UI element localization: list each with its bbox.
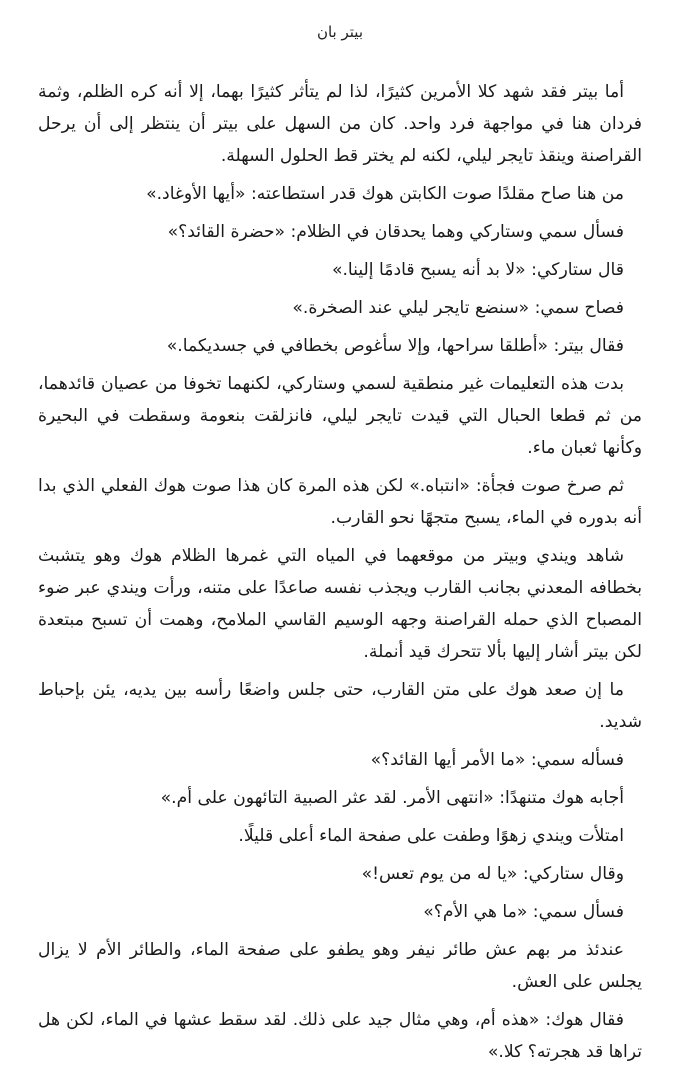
paragraph: من هنا صاح مقلدًا صوت الكابتن هوك قدر استطاعته: «أيها الأوغاد.» bbox=[146, 184, 624, 204]
running-header: بيتر بان bbox=[316, 23, 364, 41]
paragraph: فسأله سمي: «ما الأمر أيها القائد؟» bbox=[370, 750, 624, 770]
paragraph: فقال هوك: «هذه أم، وهي مثال جيد على ذلك. لقد سقط عشها في الماء، لكن هل تراها قد هجرته؟ كلا.» bbox=[38, 1010, 642, 1062]
paragraph: شاهد ويندي وبيتر من موقعهما في المياه التي غمرها الظلام هوك وهو يتشبث بخطافه المعدني بجانب القارب ويجذب نفسه صاعدًا على متنه، ورأت ويندي عبر ضوء المصباح الذي حمله القراصنة وجهه الوسيم القاسي الملامح، وهمت أن تسبح مبتعدة لكن بيتر أشار إليها بألا تتحرك قيد أنملة. bbox=[38, 546, 642, 662]
paragraph: قال ستاركي: «لا بد أنه يسبح قادمًا إلينا.» bbox=[331, 260, 624, 280]
paragraph: فصاح سمي: «سنضع تايجر ليلي عند الصخرة.» bbox=[292, 298, 624, 318]
paragraph: أجابه هوك متنهدًا: «انتهى الأمر. لقد عثر الصبية التائهون على أم.» bbox=[160, 788, 624, 808]
paragraph: امتلأت ويندي زهوًا وطفت على صفحة الماء أعلى قليلًا. bbox=[238, 826, 624, 846]
paragraph: فسأل سمي وستاركي وهما يحدقان في الظلام: «حضرة القائد؟» bbox=[167, 222, 624, 242]
body-text bbox=[38, 76, 642, 1068]
paragraph: وقال ستاركي: «يا له من يوم تعس!» bbox=[361, 864, 624, 884]
paragraph: بدت هذه التعليمات غير منطقية لسمي وستاركي، لكنهما تخوفا من عصيان قائدهما، من ثم قطعا الحبال التي قيدت تايجر ليلي، فانزلقت بنعومة وسقطت في البحيرة وكأنها ثعبان ماء. bbox=[38, 374, 642, 458]
paragraph: فقال بيتر: «أطلقا سراحها، وإلا سأغوص بخطافي في جسديكما.» bbox=[166, 336, 624, 356]
paragraph: فسأل سمي: «ما هي الأم؟» bbox=[423, 902, 624, 922]
paragraph: أما بيتر فقد شهد كلا الأمرين كثيرًا، لذا لم يتأثر كثيرًا بهما، إلا أنه كره الظلم، وثمة فردان هنا في مواجهة فرد واحد. كان من السهل على بيتر أن ينتظر إلى أن يرحل القراصنة وينقذ تايجر ليلي، لكنه لم يختر قط الحلول السهلة. bbox=[38, 82, 642, 166]
paragraph: ما إن صعد هوك على متن القارب، حتى جلس واضعًا رأسه بين يديه، يئن بإحباط شديد. bbox=[38, 680, 642, 732]
paragraph: ثم صرخ صوت فجأة: «انتباه.» لكن هذه المرة كان هذا صوت هوك الفعلي الذي بدا أنه بدوره في الماء، يسبح متجهًا نحو القارب. bbox=[38, 476, 642, 528]
paragraph: عندئذ مر بهم عش طائر نيفر وهو يطفو على صفحة الماء، والطائر الأم لا يزال يجلس على العش. bbox=[38, 940, 642, 992]
